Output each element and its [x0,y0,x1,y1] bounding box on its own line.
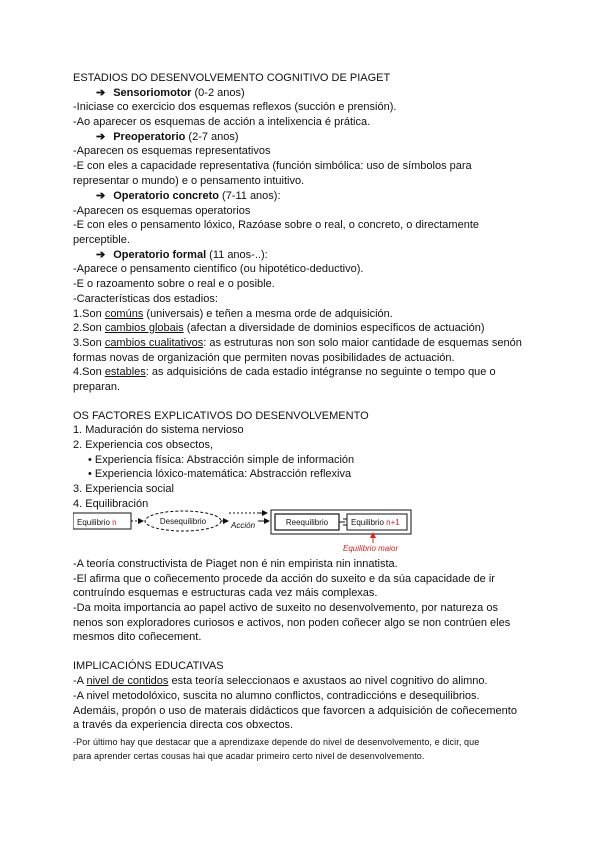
text-line: -Ao aparecer os esquemas de acción a intelixencia é prática. [73,116,371,128]
text-line: mesmos dito coñecement. [73,631,202,643]
text-line: -Aparecen os esquemas representativos [73,145,271,157]
characteristic-line: formas novas de organización que permiten novas posibilidades de actuación. [73,352,455,364]
equilibrio-n1-label: Equilibrio n+1 [351,518,400,527]
bullet-icon: • [88,454,92,466]
text-line: -Características dos estadios: [73,293,218,305]
text-line: -Aparecen os esquemas operatorios [73,205,251,217]
characteristic-line: 1.Son comúns (universais) e teñen a mesma orde de adquisición. [73,308,393,320]
text-line: -E o razoamento sobre o real e o posible. [73,278,275,290]
text-line: contruíndo esquemas e estructuras cada vez máis complexas. [73,587,378,599]
text-line: -E con eles o pensamento lóxico, Razóase sobre o real, o concreto, o directamente [73,219,480,231]
stage-heading-sensoriomotor: ➔ Sensoriomotor (0-2 anos) [96,87,245,99]
text-line: -A nivel metodolóxico, suscita no alumno conflictos, contradiccións e desequilibrios. [73,690,480,702]
text-line: -Iniciase co exercicio dos esquemas reflexos (succión e prensión). [73,101,397,113]
factor-subitem: • Experiencia física: Abstracción simple de información [88,454,355,466]
text-line: a través da experiencia directa cos obxectos. [73,719,294,731]
text-line: perceptible. [73,234,130,246]
characteristic-line: 2.Son cambios globais (afectan a diversidade de dominios específicos de actuación) [73,322,485,334]
stage-heading-operatorio-formal: ➔ Operatorio formal (11 anos-..): [96,249,268,261]
text-line: -A nivel de contidos esta teoría seleccionaos e axustaos ao nivel cognitivo do alimno. [73,675,488,687]
characteristic-line: 4.Son estables: as adquisicións de cada estadio intégranse no seguinte o tempo que o [73,366,496,378]
text-line: Ademáis, propón o uso de materais didácticos que favorcen a adquisición de coñecemento [73,705,517,717]
text-line: -Aparece o pensamento científico (ou hipotético-deductivo). [73,263,364,275]
section-title-factors: OS FACTORES EXPLICATIVOS DO DESENVOLVEMENTO [73,410,369,422]
text-line: -E con eles a capacidade representativa (función simbólica: uso de símbolos para [73,160,472,172]
text-line: -A teoría constructivista de Piaget non é nin empirista nin innatista. [73,558,398,570]
factor-subitem: • Experiencia lóxico-matemática: Abstracción reflexiva [88,468,352,480]
bullet-icon: • [88,468,92,480]
accion-label: Acción [231,521,256,530]
desequilibrio-label: Desequilibrio [159,517,207,526]
text-line: -Por último hay que destacar que a aprendizaxe depende do nivel de desenvolvemento, e dicir, que [73,737,480,747]
equilibration-diagram [73,505,413,557]
factor-item: 4. Equilibración [73,498,149,510]
arrow-right-icon: ➔ [96,190,106,202]
text-line: para aprender certas cousas hai que acadar primeiro certo nivel de desenvolvemento. [73,751,425,761]
characteristic-line: 3.Son cambios cualitativos: as estruturas non son solo maior cantidade de esquemas senón [73,337,522,349]
equilibrio-n-label: Equilibrio n [77,518,117,527]
doc-title: ESTADIOS DO DESENVOLVEMENTO COGNITIVO DE PIAGET [73,72,391,84]
arrow-right-icon: ➔ [96,131,106,143]
text-line: nenos son exploradores curiosos e activos, non poden coñecer algo se non contrúen eles [73,617,511,629]
reequilibrio-label: Reequilibrio [285,518,329,527]
equilibrio-maior-label: Equilibrio maior [343,544,399,553]
text-line: -El afirma que o coñecemento procede da acción do suxeito e da súa capacidade de ir [73,573,495,585]
text-line: -Da moita importancia ao papel activo de suxeito no desenvolvemento, por natureza os [73,602,498,614]
arrow-right-icon: ➔ [96,87,106,99]
text-line: representar o mundo) e o pensamento intuitivo. [73,175,305,187]
arrow-right-icon: ➔ [96,249,106,261]
section-title-implications: IMPLICACIÓNS EDUCATIVAS [73,660,224,672]
factor-item: 3. Experiencia social [73,483,174,495]
stage-heading-preoperatorio: ➔ Preoperatorio (2-7 anos) [96,131,239,143]
stage-heading-operatorio-concreto: ➔ Operatorio concreto (7-11 anos): [96,190,281,202]
characteristic-line: preparan. [73,381,121,393]
factor-item: 1. Maduración do sistema nervioso [73,424,244,436]
factor-item: 2. Experiencia cos obsectos, [73,439,214,451]
